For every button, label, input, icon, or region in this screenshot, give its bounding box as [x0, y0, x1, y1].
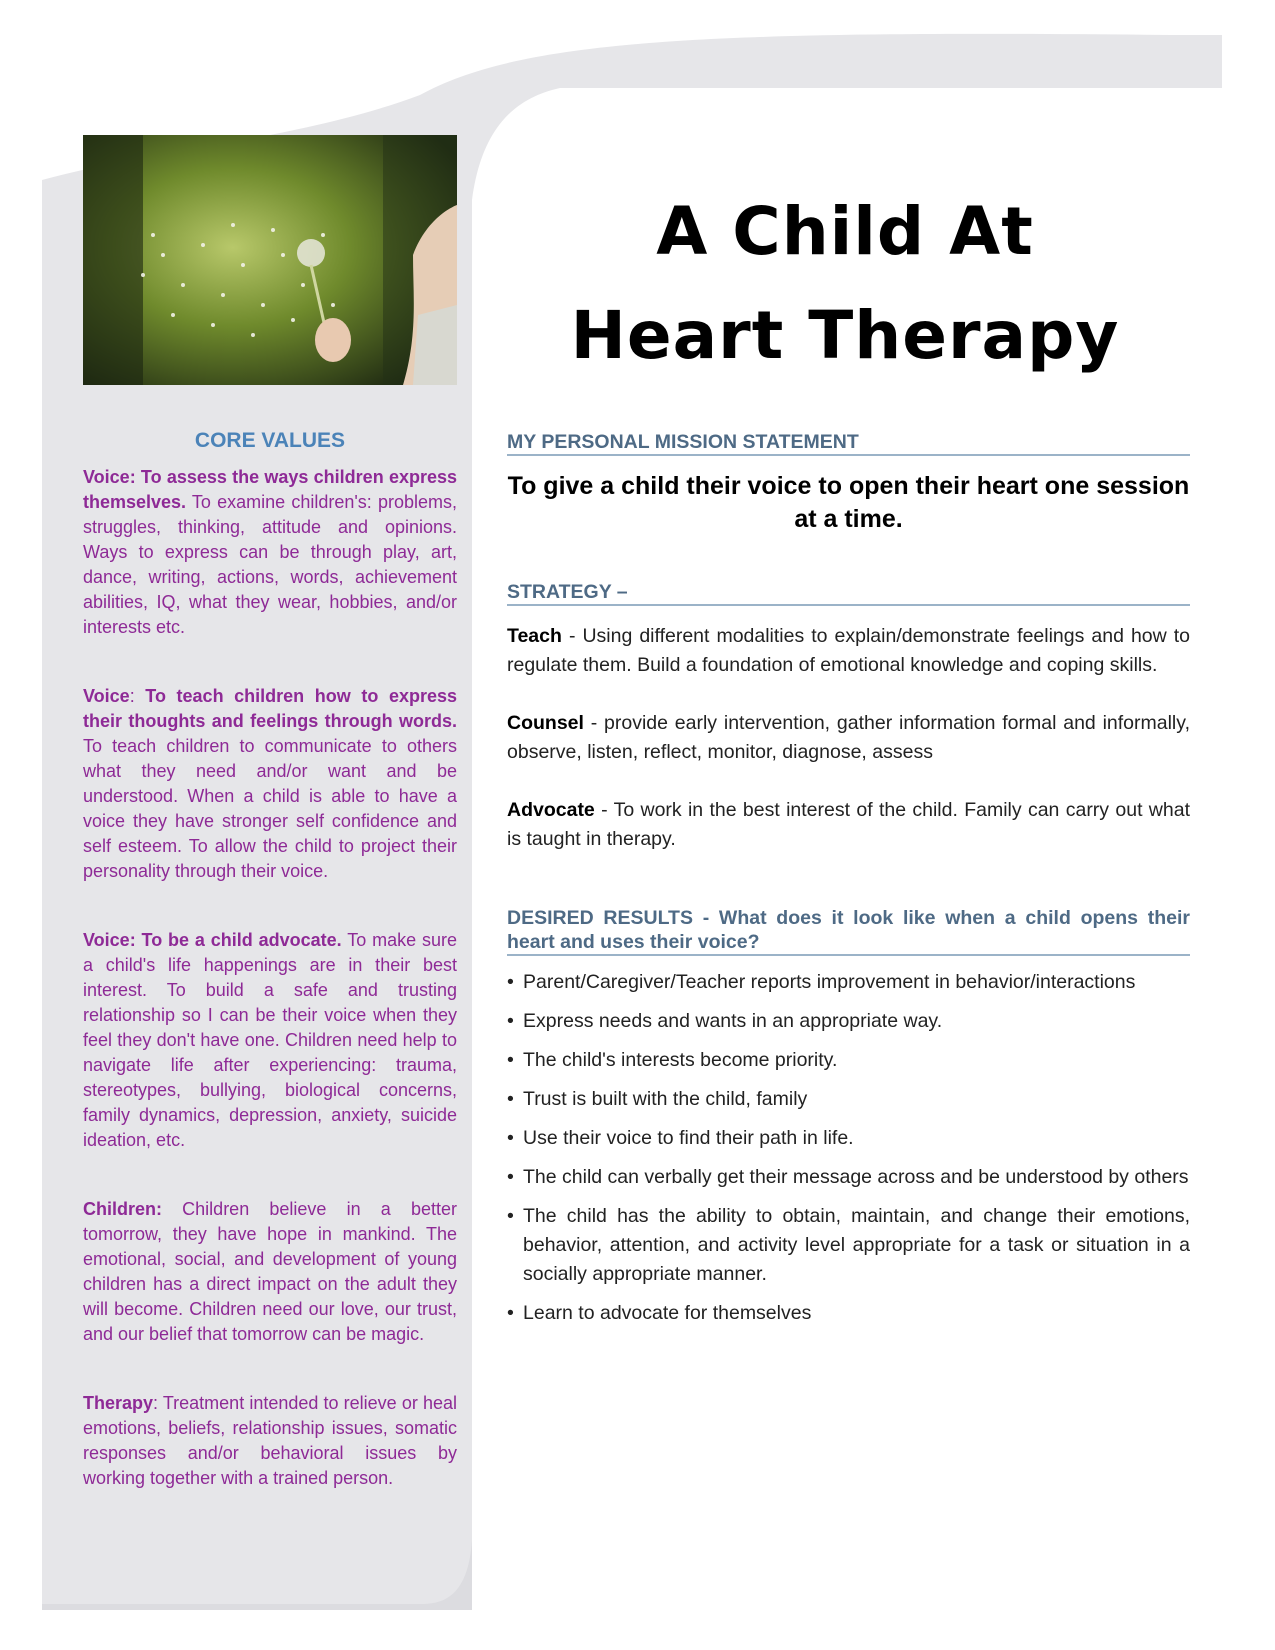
strategy-advocate	[507, 796, 1190, 854]
strategy-text: - Using different modalities to explain/demonstrate feelings and how to regulate them. Build a foundation of emotional knowledge and coping skills.	[507, 625, 1190, 676]
core-value-body: To make sure a child's life happenings are in their best interest. To build a safe and trusting relationship so I can be their voice when they feel they don't have one. Children need help to navigate life after experiencing: trauma, stereotypes, bullying, biological concerns, family dynamics, depression, anxiety, suicide ideation, etc.	[83, 930, 457, 1150]
strategy-term: Advocate	[507, 799, 595, 821]
core-value-lead: Voice: To assess the ways children express themselves.	[83, 467, 457, 512]
list-item: • The child has the ability to obtain, maintain, and change their emotions, behavior, attention, and activity level appropriate for a task or situation in a socially appropriate manner.	[507, 1202, 1190, 1289]
core-value-body: To examine children's: problems, struggles, thinking, attitude and opinions. Ways to express can be through play, art, dance, writing, actions, words, achievement abilities, IQ, what they wear, hobbies, and/or interests etc.	[83, 492, 457, 637]
strategy-text: - To work in the best interest of the child. Family can carry out what is taught in therapy.	[507, 799, 1190, 850]
list-item: • Express needs and wants in an appropriate way.	[507, 1007, 1190, 1036]
strategy-text: - provide early intervention, gather information formal and informally, observe, listen, reflect, monitor, diagnose, assess	[507, 712, 1190, 763]
mission-heading: MY PERSONAL MISSION STATEMENT	[507, 430, 1190, 456]
dandelion-photo	[83, 135, 457, 385]
core-value-voice-express	[83, 465, 457, 640]
core-value-lead-rest: To teach children how to express their thoughts and feelings through words.	[83, 686, 457, 731]
results-list	[507, 968, 1190, 1328]
strategy-counsel	[507, 709, 1190, 767]
core-value-voice-teach	[83, 684, 457, 884]
core-value-body: To teach children to communicate to others what they need and/or want and be understood. When a child is able to have a voice they have stronger self confidence and self esteem. To allow the child to project their personality through their voice.	[83, 736, 457, 881]
results-heading-rest: - What does it look like when a child opens their heart and uses their voice?	[507, 907, 1190, 953]
results-heading-lead: DESIRED RESULTS	[507, 907, 693, 929]
core-value-lead: Voice: To be a child advocate.	[83, 930, 342, 950]
core-value-lead: Children:	[83, 1199, 162, 1219]
list-item: • Use their voice to find their path in life.	[507, 1124, 1190, 1153]
core-value-children	[83, 1197, 457, 1347]
strategy-heading: STRATEGY –	[507, 580, 1190, 606]
mission-statement: To give a child their voice to open their heart one session at a time.	[507, 472, 1190, 533]
main-column	[507, 430, 1190, 1338]
core-value-lead: Voice	[83, 686, 130, 706]
core-value-therapy	[83, 1391, 457, 1491]
core-value-lead: Therapy	[83, 1393, 154, 1413]
title-line-2: Heart Therapy	[570, 297, 1120, 374]
core-value-colon: :	[129, 686, 146, 706]
list-item: • Trust is built with the child, family	[507, 1085, 1190, 1114]
page-title	[520, 180, 1170, 388]
strategy-list	[507, 622, 1190, 854]
list-item: • The child can verbally get their message across and be understood by others	[507, 1163, 1190, 1192]
strategy-term: Teach	[507, 625, 562, 647]
core-value-body: Children believe in a better tomorrow, they have hope in mankind. The emotional, social, and development of young children has a direct impact on the adult they will become. Children need our love, our trust, and our belief that tomorrow can be magic.	[83, 1199, 457, 1344]
strategy-term: Counsel	[507, 712, 584, 734]
core-value-body: : Treatment intended to relieve or heal emotions, beliefs, relationship issues, somatic responses and/or behavioral issues by working together with a trained person.	[83, 1393, 457, 1488]
list-item: • Parent/Caregiver/Teacher reports improvement in behavior/interactions	[507, 968, 1190, 997]
core-values-heading: CORE VALUES	[194, 429, 346, 452]
core-values-column	[83, 428, 457, 1535]
results-heading	[507, 906, 1190, 956]
strategy-teach	[507, 622, 1190, 680]
list-item: • Learn to advocate for themselves	[507, 1299, 1190, 1328]
core-value-voice-advocate	[83, 928, 457, 1153]
list-item: • The child's interests become priority.	[507, 1046, 1190, 1075]
title-line-1: A Child At	[656, 193, 1034, 270]
